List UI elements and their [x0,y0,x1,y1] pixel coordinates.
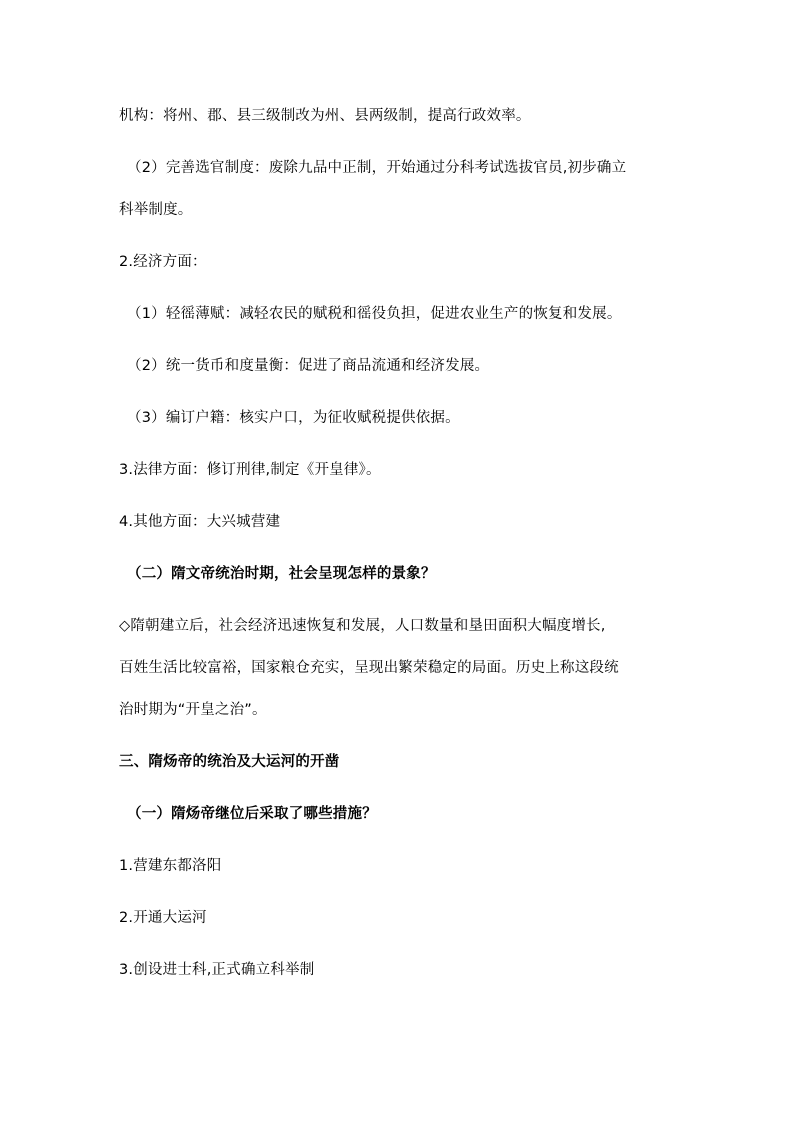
text-line: 4.其他方面：大兴城营建 [119,514,281,530]
text-line: 机构：将州、郡、县三级制改为州、县两级制，提高行政效率。 [119,108,531,124]
text-line: ◇隋朝建立后，社会经济迅速恢复和发展，人口数量和垦田面积大幅度增长, [119,618,606,634]
text-line: （3）编订户籍：核实户口，为征收赋税提供依据。 [127,410,460,426]
text-line: （2）完善选官制度：废除九品中正制，开始通过分科考试选拔官员,初步确立 [127,160,627,176]
question-heading: （二）隋文帝统治时期，社会呈现怎样的景象？ [127,566,436,582]
text-line: 百姓生活比较富裕，国家粮仓充实，呈现出繁荣稳定的局面。历史上称这段统 [119,660,619,676]
text-line: （1）轻徭薄赋：减轻农民的赋税和徭役负担，促进农业生产的恢复和发展。 [127,306,622,322]
text-line: 科举制度。 [119,202,193,218]
text-line: 治时期为“开皇之治”。 [119,702,267,718]
question-heading: （一）隋炀帝继位后采取了哪些措施？ [127,806,377,822]
section-heading: 三、隋炀帝的统治及大运河的开凿 [119,754,340,770]
list-item: 2.开通大运河 [119,910,207,926]
section-heading: 2.经济方面： [119,254,207,270]
list-item: 3.创设进士科,正式确立科举制 [119,962,315,978]
list-item: 1.营建东都洛阳 [119,858,222,874]
text-line: 3.法律方面：修订刑律,制定《开皇律》。 [119,462,381,478]
text-line: （2）统一货币和度量衡：促进了商品流通和经济发展。 [127,358,490,374]
